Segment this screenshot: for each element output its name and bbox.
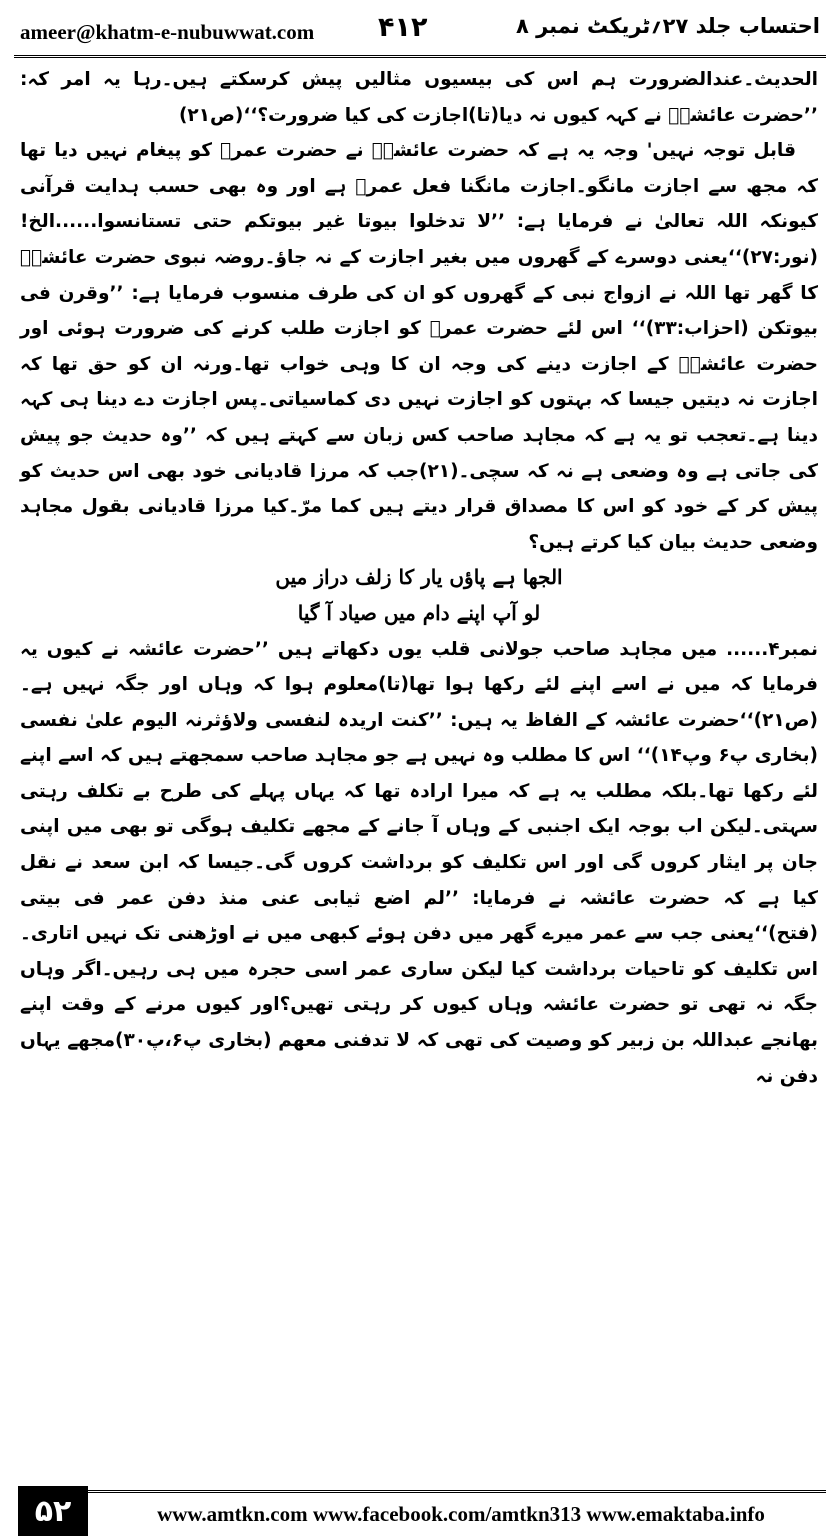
paragraph-3: نمبر۴...... میں مجاہد صاحب جولانی قلب یوں دکھاتے ہیں ’’حضرت عائشہ نے کیوں یہ فرمایا کہ میں نے اسے اپنے لئے رکھا ہوا تھا(تا)معلوم ہوا کہ وہاں اور جگہ نہیں ہے۔(ص۲۱)‘‘حضرت عائشہ کے الفاظ یہ ہیں: ’’کنت اریدہ لنفسی ولاؤثرنہ الیوم علیٰ نفسی (بخاری پ۶ وپ۱۴)‘‘ اس کا مطلب وہ نہیں ہے جو مجاہد صاحب سمجھتے ہیں کہ اسے اپنے لئے رکھا تھا۔بلکہ مطلب یہ ہے کہ میرا ارادہ تھا کہ یہاں پہلے کی طرح بے تکلف رہتی سہتی۔لیکن اب بوجہ ایک اجنبی کے وہاں آ جانے کے مجھے تکلیف ہوگی تو بھی میں اپنی جان پر ایثار کروں گی اور اس تکلیف کو برداشت کروں گی۔جیسا کہ ابن سعد نے نقل کیا ہے کہ حضرت عائشہ نے فرمایا: ’’لم اضع ثیابی عنی منذ دفن عمر فی بیتی (فتح)‘‘یعنی جب سے عمر میرے گھر میں دفن ہوئے کبھی میں نے اوڑھنی تک نہیں اتاری۔اس تکلیف کو تاحیات برداشت کیا لیکن ساری عمر اسی حجرہ میں ہی رہیں۔اگر وہاں جگہ نہ تھی تو حضرت عائشہ وہاں کیوں کر رہتی تھیں؟اور کیوں مرنے کے وقت اپنے بھانجے عبداللہ بن زبیر کو وصیت کی تھی کہ لا تدفنی معھم (بخاری پ۶،پ۳۰)مجھے یہاں دفن نہ [20,638,818,1087]
header-rule [14,55,826,58]
header-page-number: ۴۱۲ [378,12,428,43]
page-body [20,62,818,1094]
page-footer [0,1486,840,1540]
verse-line-1: الجھا ہے پاؤں یار کا زلف دراز میں [275,565,563,590]
paragraph-1: الحدیث۔عندالضرورت ہم اس کی بیسیوں مثالیں پیش کرسکتے ہیں۔رہا یہ امر کہ: ’’حضرت عائشہؓ نے کہہ کیوں نہ دیا(تا)اجازت کی کیا ضرورت؟‘‘(ص۲۱) [20,69,818,126]
page-header [0,0,840,56]
footer-page-number: ۵۲ [18,1486,88,1536]
header-email: ameer@khatm-e-nubuwwat.com [20,20,315,44]
verse-line-2: لو آپ اپنے دام میں صیاد آ گیا [297,600,541,625]
header-book-title: احتساب جلد ۲۷؍ٹریکٹ نمبر ۸ [515,14,820,38]
paragraph-2: قابل توجہ نہیں' وجہ یہ ہے کہ حضرت عائشہؓ نے حضرت عمرؓ کو پیغام نہیں دیا تھا کہ مجھ سے اجازت مانگو۔اجازت مانگنا فعل عمرؓ ہے اور وہ بھی حسب ہدایت قرآنی کیونکہ اللہ تعالیٰ نے فرمایا ہے: ’’لا تدخلوا بیوتا غیر بیوتکم حتی تستانسوا......الخ!(نور:۲۷)‘‘یعنی دوسرے کے گھروں میں بغیر اجازت کے نہ جاؤ۔روضہ نبوی حضرت عائشہؓ کا گھر تھا اللہ نے ازواج نبی کے گھروں کو ان کی طرف منسوب فرمایا ہے: ’’وقرن فی بیوتکن (احزاب:۳۳)‘‘ اس لئے حضرت عمرؓ کو اجازت طلب کرنے کی ضرورت ہوئی اور حضرت عائشہؓ کے اجازت دینے کی وجہ ان کا وہی خواب تھا۔ورنہ ان کو حق تھا کہ اجازت نہ دیتیں جیسا کہ بہتوں کو اجازت نہیں دی کماسیاتی۔پس اجازت دے دینا ہی کہہ دینا ہے۔تعجب تو یہ ہے کہ مجاہد صاحب کس زبان سے کہتے ہیں کہ ’’وہ حدیث جو پیش کی جاتی ہے وہ وضعی ہے نہ کہ سچی۔(۲۱)جب کہ مرزا قادیانی خود بھی اس حدیث کو پیش کر کے خود کو اس کا مصداق قرار دیتے ہیں کما مرّ۔کیا مرزا قادیانی بقول مجاہد وضعی حدیث بیان کیا کرتے ہیں؟ [20,140,819,553]
footer-website-links: www.amtkn.com www.facebook.com/amtkn313 www.emaktaba.info [157,1502,765,1526]
footer-rule [88,1490,826,1493]
